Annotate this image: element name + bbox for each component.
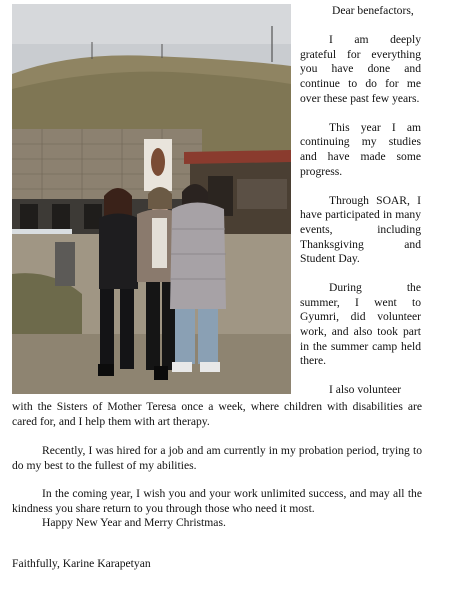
group-photo-image bbox=[12, 4, 291, 394]
paragraph-holiday-greeting: Happy New Year and Merry Christmas. bbox=[42, 516, 226, 529]
salutation: Dear benefactors, bbox=[332, 4, 414, 17]
paragraph-studies: This year I am continuing my studies and have made some progress. bbox=[300, 120, 421, 178]
group-photo bbox=[12, 4, 291, 394]
paragraph-summer: During the summer, I went to Gyumri, did volunteer work, and also took part in the summer camp held there. bbox=[300, 281, 421, 368]
paragraph-soar-events: Through SOAR, I have participated in many events, including Thanksgiving and Student Day. bbox=[300, 193, 421, 266]
signoff: Faithfully, Karine Karapetyan bbox=[12, 557, 151, 570]
paragraph-volunteer-continued: with the Sisters of Mother Teresa once a week, where children with disabilities are cared for, and I help them with art therapy. bbox=[12, 400, 422, 428]
right-text-column bbox=[300, 4, 421, 398]
paragraph-volunteer-start: I also volunteer bbox=[329, 383, 402, 397]
paragraph-job: Recently, I was hired for a job and am currently in my probation period, trying to do my best to the fullest of my abilities. bbox=[12, 444, 422, 472]
paragraph-wishes: In the coming year, I wish you and your work unlimited success, and may all the kindness you share return to you through those who need it most. bbox=[12, 487, 422, 515]
paragraph-gratitude: I am deeply grateful for everything you have done and continue to do for me over these past few years. bbox=[300, 33, 421, 105]
